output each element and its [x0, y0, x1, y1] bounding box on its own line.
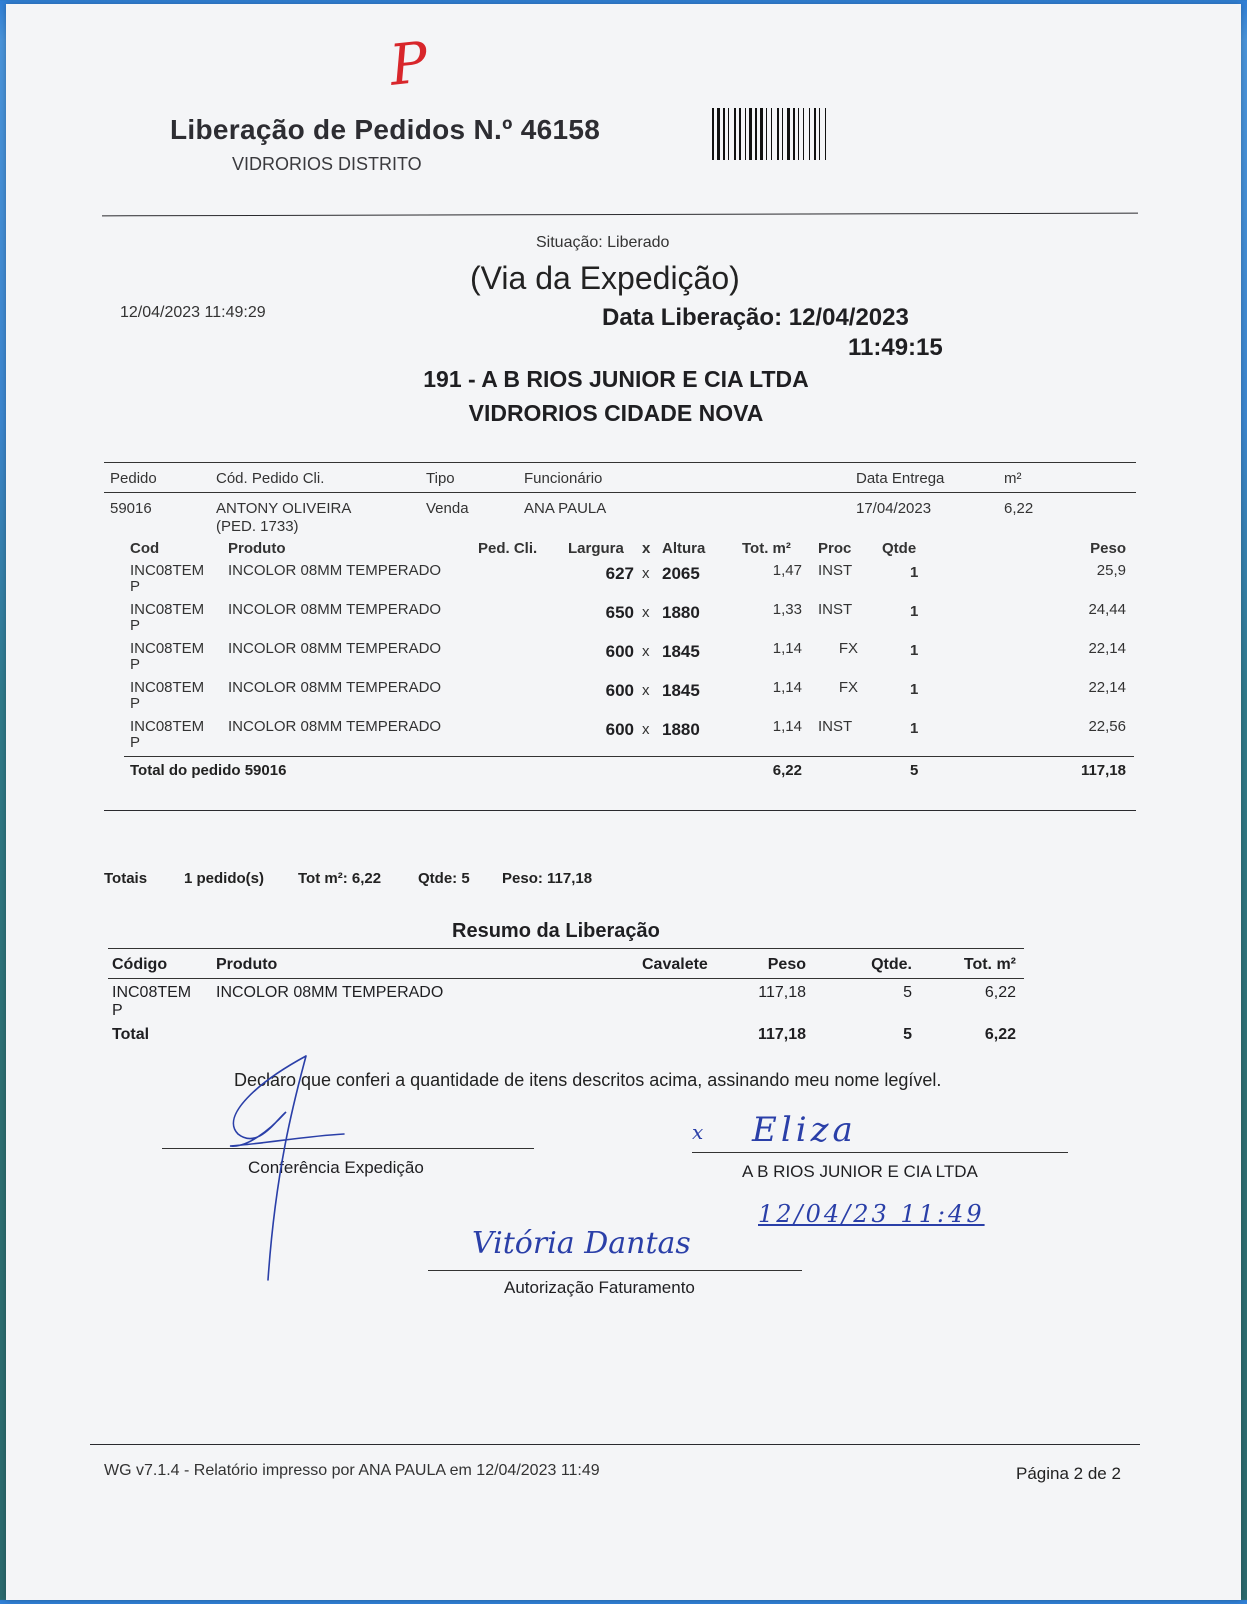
- order-total-m2: 6,22: [772, 762, 802, 779]
- summary-total-label: Total: [112, 1026, 150, 1043]
- item-weight: 22,14: [1088, 640, 1126, 657]
- client-store: VIDRORIOS CIDADE NOVA: [468, 400, 764, 426]
- item-code: INC08TEM: [130, 718, 205, 735]
- client-signature: Eliza: [752, 1110, 857, 1150]
- order-delivery-date: 17/04/2023: [856, 500, 932, 517]
- client-sign-mark: x: [692, 1120, 704, 1144]
- item-code-cont: P: [130, 617, 141, 634]
- handwritten-date: 12/04/23 11:49: [758, 1200, 985, 1228]
- release-time: 11:49:15: [848, 334, 943, 361]
- summary-col-tot-m2: Tot. m²: [963, 956, 1016, 973]
- item-proc: INST: [818, 601, 853, 618]
- summary-qty: 5: [903, 984, 912, 1001]
- footer-divider: [90, 1444, 1140, 1445]
- summary-col-codigo: Código: [112, 956, 168, 973]
- item-x: x: [642, 682, 650, 699]
- item-proc: INST: [818, 718, 853, 735]
- item-height: 1845: [662, 681, 700, 700]
- item-weight: 24,44: [1088, 601, 1126, 618]
- document-page: [6, 4, 1241, 1600]
- company-subtitle: VIDRORIOS DISTRITO: [232, 154, 422, 174]
- order-client-ref-2: (PED. 1733): [216, 518, 299, 535]
- summary-total-qty: 5: [903, 1026, 912, 1043]
- item-product: INCOLOR 08MM TEMPERADO: [228, 679, 442, 696]
- item-qty: 1: [910, 642, 919, 659]
- item-x: x: [642, 643, 650, 660]
- totals-weight: Peso: 117,18: [502, 870, 593, 887]
- item-code: INC08TEM: [130, 640, 205, 657]
- item-code-cont: P: [130, 695, 141, 712]
- order-client-ref-1: ANTONY OLIVEIRA: [216, 500, 352, 517]
- item-height: 2065: [662, 564, 700, 583]
- item-weight: 22,56: [1088, 718, 1126, 735]
- items-col-largura: Largura: [568, 540, 624, 557]
- col-cod-pedido-cli: Cód. Pedido Cli.: [216, 470, 325, 487]
- summary-code-cont: P: [112, 1002, 123, 1019]
- document-title: Liberação de Pedidos N.º 46158: [170, 114, 601, 145]
- order-number: 59016: [110, 500, 152, 517]
- item-x: x: [642, 604, 650, 621]
- autorizacao-label: Autorização Faturamento: [504, 1278, 695, 1297]
- summary-product: INCOLOR 08MM TEMPERADO: [216, 984, 444, 1001]
- item-m2: 1,14: [772, 640, 802, 657]
- footer-page-number: Página 2 de 2: [1016, 1464, 1121, 1483]
- items-col-qtde: Qtde: [882, 540, 917, 557]
- red-p-mark: P: [386, 30, 431, 99]
- item-product: INCOLOR 08MM TEMPERADO: [228, 718, 442, 735]
- order-total-weight: 117,18: [1080, 762, 1126, 779]
- declaration-text: Declaro que conferi a quantidade de itens descritos acima, assinando meu nome legível.: [234, 1070, 942, 1090]
- item-width: 627: [605, 564, 634, 583]
- col-data-entrega: Data Entrega: [856, 470, 945, 487]
- item-weight: 25,9: [1096, 562, 1126, 579]
- item-code: INC08TEM: [130, 679, 205, 696]
- items-col-peso: Peso: [1090, 540, 1126, 557]
- item-width: 600: [605, 681, 634, 700]
- item-m2: 1,47: [772, 562, 802, 579]
- item-m2: 1,14: [772, 718, 802, 735]
- totals-label: Totais: [104, 870, 148, 887]
- item-m2: 1,33: [772, 601, 802, 618]
- copy-type: (Via da Expedição): [470, 260, 740, 296]
- item-m2: 1,14: [772, 679, 802, 696]
- item-code-cont: P: [130, 656, 141, 673]
- status-text: Situação: Liberado: [536, 234, 670, 251]
- summary-m2: 6,22: [984, 984, 1016, 1001]
- autorizacao-signature: Vitória Dantas: [472, 1226, 691, 1261]
- summary-title: Resumo da Liberação: [452, 920, 660, 942]
- order-employee: ANA PAULA: [524, 500, 607, 517]
- summary-code: INC08TEM: [112, 984, 192, 1001]
- order-m2: 6,22: [1004, 500, 1034, 517]
- col-m2: m²: [1004, 470, 1022, 487]
- col-funcionario: Funcionário: [524, 470, 603, 487]
- item-height: 1845: [662, 642, 700, 661]
- order-type: Venda: [426, 500, 469, 517]
- totals-orders: 1 pedido(s): [184, 870, 265, 887]
- item-product: INCOLOR 08MM TEMPERADO: [228, 562, 442, 579]
- col-pedido: Pedido: [110, 470, 157, 487]
- item-x: x: [642, 721, 650, 738]
- item-width: 650: [605, 603, 634, 622]
- item-width: 600: [605, 642, 634, 661]
- col-tipo: Tipo: [426, 470, 455, 487]
- items-col-altura: Altura: [662, 540, 706, 557]
- item-x: x: [642, 565, 650, 582]
- items-col-ped-cli: Ped. Cli.: [478, 540, 538, 557]
- item-code-cont: P: [130, 734, 141, 751]
- item-height: 1880: [662, 603, 700, 622]
- totals-qty: Qtde: 5: [418, 870, 470, 887]
- totals-m2: Tot m²: 6,22: [298, 870, 382, 887]
- item-qty: 1: [910, 681, 919, 698]
- item-qty: 1: [910, 564, 919, 581]
- footer-report-info: WG v7.1.4 - Relatório impresso por ANA PAULA em 12/04/2023 11:49: [104, 1462, 600, 1479]
- summary-col-peso: Peso: [767, 956, 806, 973]
- release-date: Data Liberação: 12/04/2023: [602, 304, 909, 331]
- items-col-x: x: [642, 540, 651, 557]
- conferencia-signature: [6, 4, 1241, 1604]
- summary-col-produto: Produto: [216, 956, 278, 973]
- item-width: 600: [605, 720, 634, 739]
- item-code: INC08TEM: [130, 562, 205, 579]
- items-col-tot-m2: Tot. m²: [742, 540, 791, 557]
- item-qty: 1: [910, 720, 919, 737]
- client-name: 191 - A B RIOS JUNIOR E CIA LTDA: [423, 366, 809, 392]
- item-product: INCOLOR 08MM TEMPERADO: [228, 640, 442, 657]
- item-height: 1880: [662, 720, 700, 739]
- item-weight: 22,14: [1088, 679, 1126, 696]
- print-timestamp: 12/04/2023 11:49:29: [120, 304, 266, 321]
- summary-total-m2: 6,22: [984, 1026, 1016, 1043]
- item-proc: FX: [838, 640, 858, 657]
- items-col-proc: Proc: [818, 540, 852, 557]
- item-qty: 1: [910, 603, 919, 620]
- item-product: INCOLOR 08MM TEMPERADO: [228, 601, 442, 618]
- summary-col-cavalete: Cavalete: [642, 956, 708, 973]
- summary-weight: 117,18: [758, 984, 806, 1001]
- client-signature-label: A B RIOS JUNIOR E CIA LTDA: [742, 1162, 978, 1181]
- summary-total-weight: 117,18: [757, 1026, 806, 1043]
- summary-col-qtde: Qtde.: [871, 956, 912, 973]
- order-total-label: Total do pedido 59016: [130, 762, 287, 779]
- order-total-qty: 5: [910, 762, 919, 779]
- item-code: INC08TEM: [130, 601, 205, 618]
- conferencia-label: Conferência Expedição: [248, 1158, 424, 1177]
- item-proc: INST: [818, 562, 853, 579]
- items-col-cod: Cod: [130, 540, 160, 557]
- item-code-cont: P: [130, 578, 141, 595]
- items-col-produto: Produto: [228, 540, 286, 557]
- item-proc: FX: [838, 679, 858, 696]
